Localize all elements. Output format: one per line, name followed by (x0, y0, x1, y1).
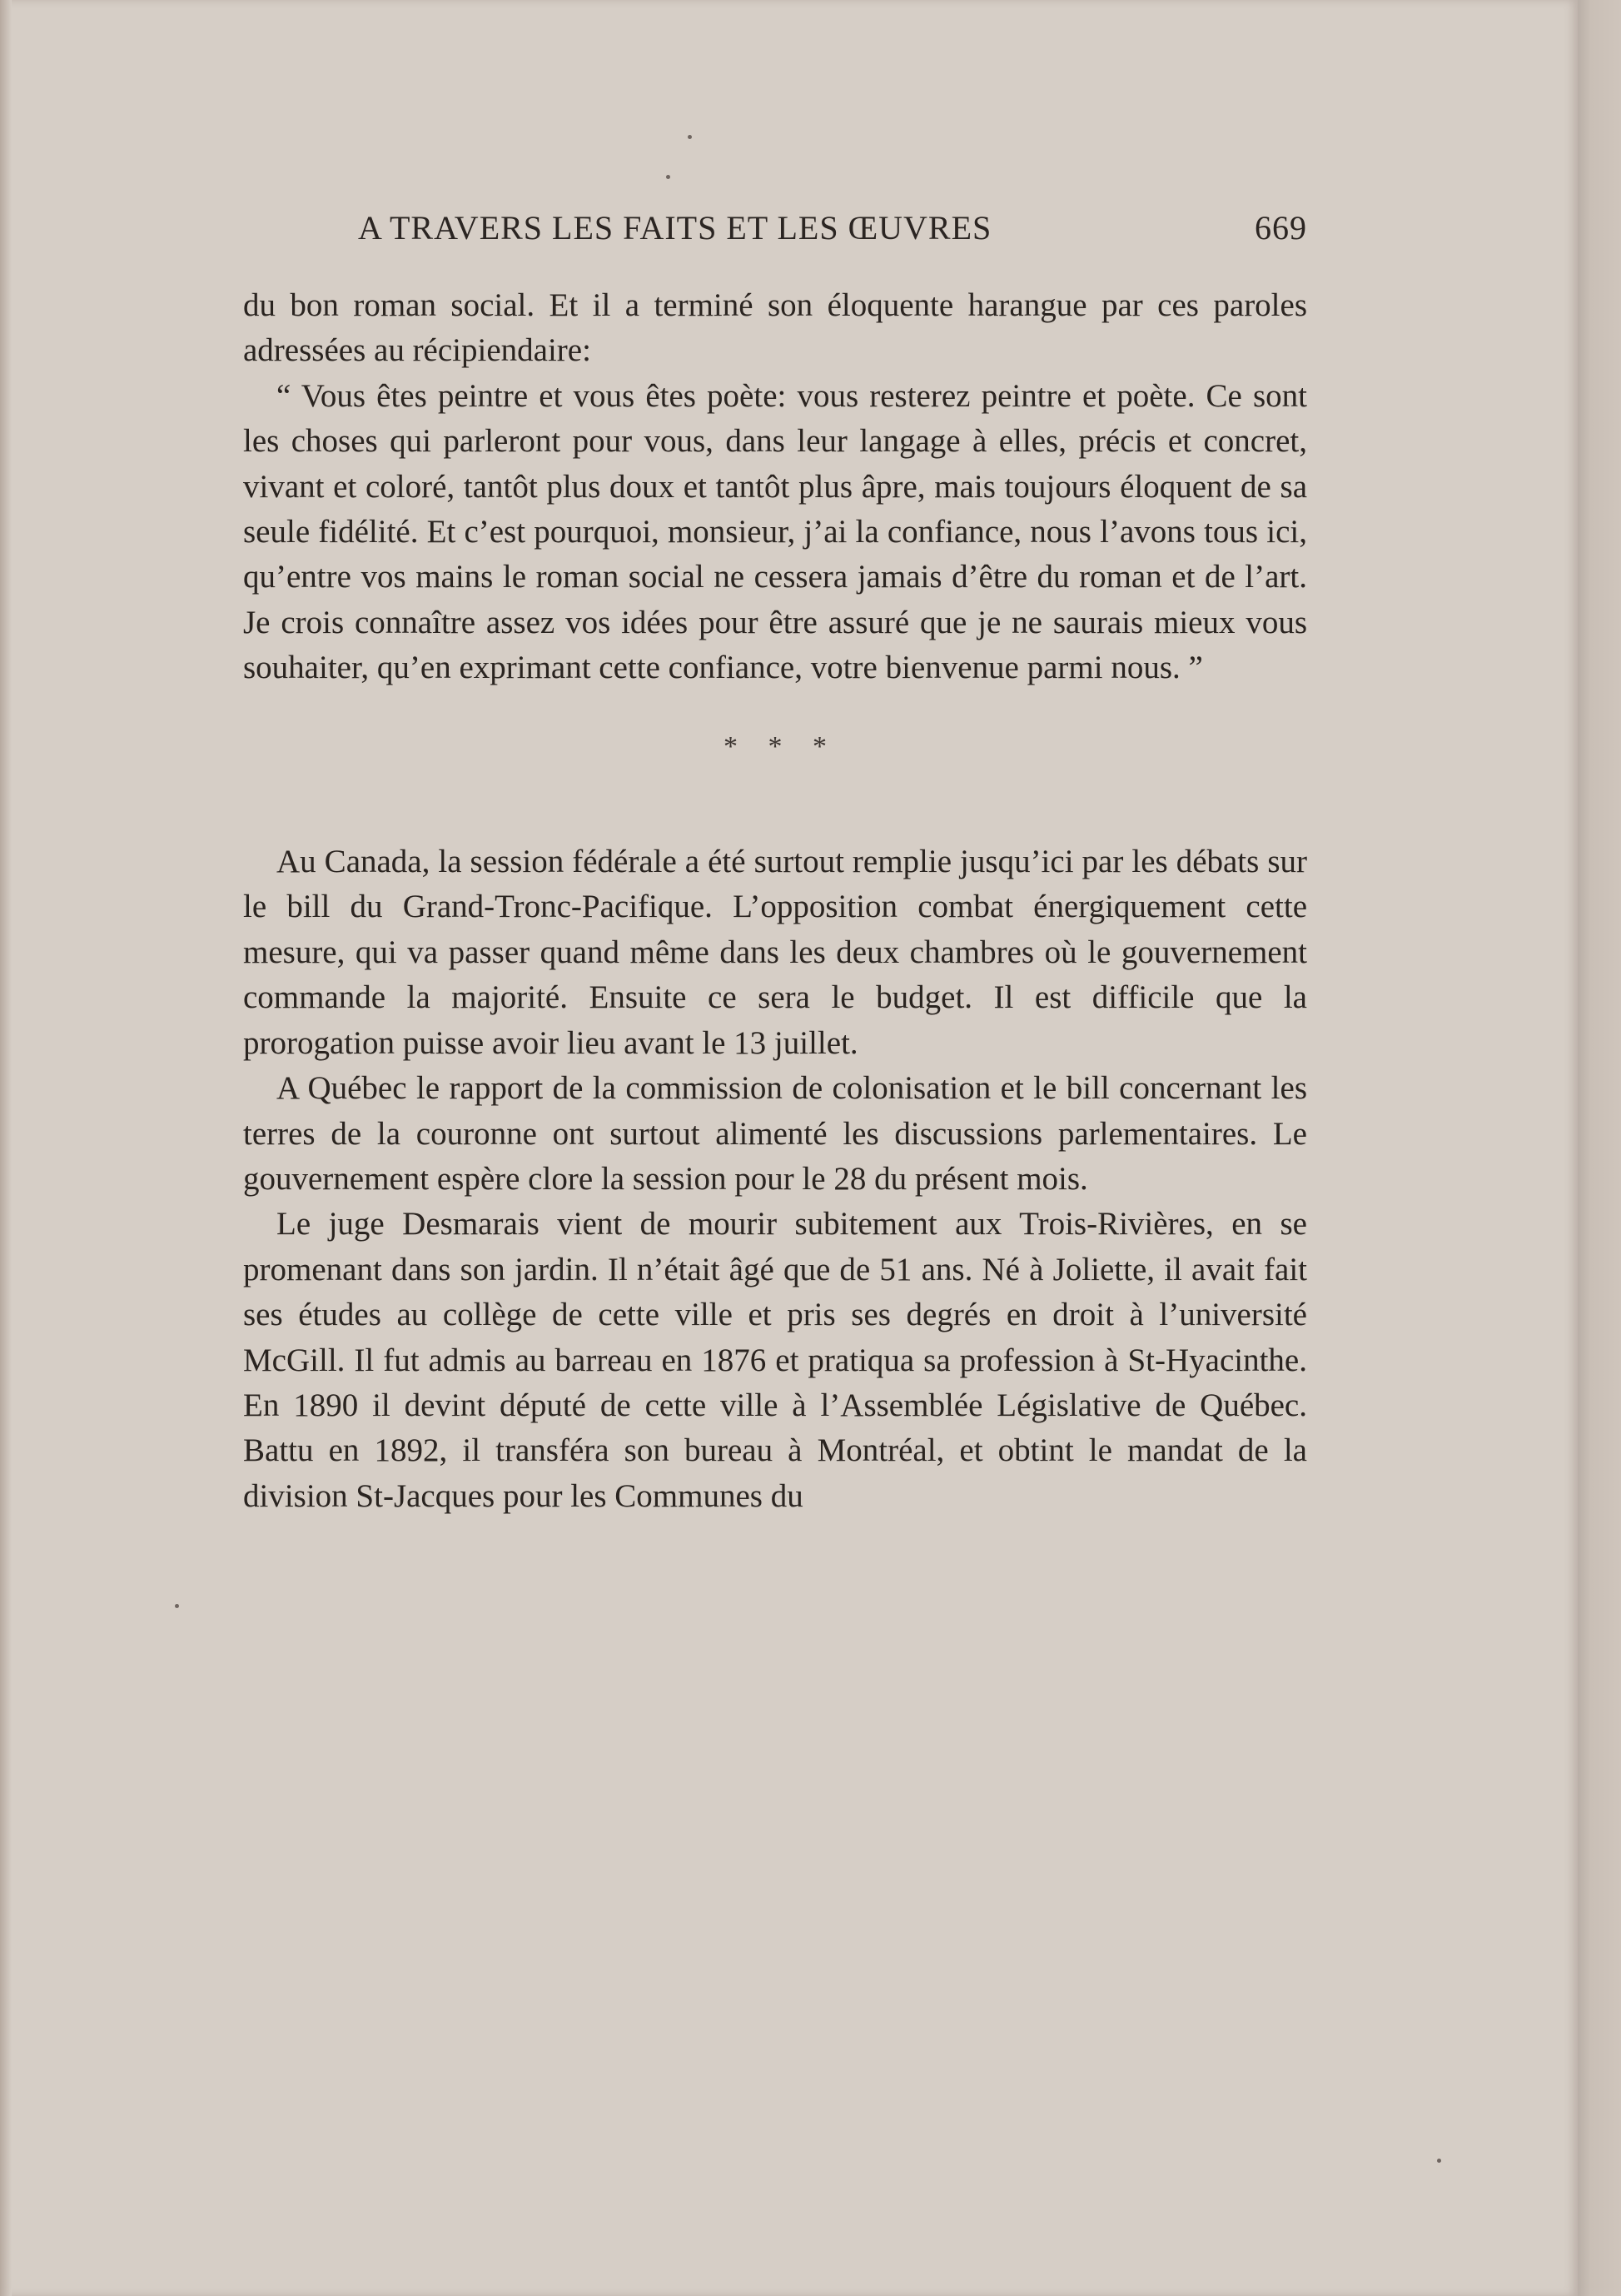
paper-speck (1437, 2159, 1441, 2163)
paragraph-4: A Québec le rapport de la commission de colonisation et le bill concernant les terres de la couronne ont surtout alimenté les discussions parlementaires. Le gouvernement espère clore la session pour le 28 du présent mois. (243, 1070, 1307, 1197)
paper-speck (666, 175, 670, 179)
body-text (243, 283, 1307, 1519)
paper-speck (175, 1604, 179, 1608)
page-number: 669 (1255, 209, 1307, 247)
paper-speck (688, 135, 692, 139)
paragraph-1: du bon roman social. Et il a terminé son éloquente harangue par ces paroles adressées au récipiendaire: (243, 287, 1307, 369)
paragraph-3: Au Canada, la session fédérale a été surtout remplie jusqu’ici par les débats sur le bill du Grand-Tronc-Pacifique. L’opposition combat énergiquement cette mesure, qui va passer quand même dans les deux chambres où le gouvernement commande la majorité. Ensuite ce sera le budget. Il est difficile que la prorogation puisse avoir lieu avant le 13 juillet. (243, 844, 1307, 1061)
running-header (358, 208, 1307, 255)
paragraph-5: Le juge Desmarais vient de mourir subitement aux Trois-Rivières, en se promenant dans son jardin. Il n’était âgé que de 51 ans. Né à Joliette, il avait fait ses études au collège de cette ville et pris ses degrés en droit à l’université McGill. Il fut admis au barreau en 1876 et pratiqua sa profession à St-Hyacinthe. En 1890 il devint député de cette ville à l’Assemblée Législative de Québec. Battu en 1892, il transféra son bureau à Montréal, et obtint le mandat de la division St-Jacques pour les Communes du (243, 1206, 1307, 1514)
section-separator: * * * (723, 730, 838, 762)
paragraph-2: “ Vous êtes peintre et vous êtes poète: vous resterez peintre et poète. Ce sont les choses qui parleront pour vous, dans leur langage à elles, précis et concret, vivant et coloré, tantôt plus doux et tantôt plus âpre, mais toujours éloquent de sa seule fidélité. Et c’est pourquoi, monsieur, j’ai la confiance, nous l’avons tous ici, qu’entre vos mains le roman social ne cessera jamais d’être du roman et de l’art. Je crois connaître assez vos idées pour être assuré que je ne saurais mieux vous souhaiter, qu’en exprimant cette confiance, votre bienvenue parmi nous. ” (243, 377, 1307, 686)
running-title: A TRAVERS LES FAITS ET LES ŒUVRES (358, 209, 992, 247)
next-page-edge (1578, 0, 1621, 2296)
page-gutter (0, 0, 12, 2296)
